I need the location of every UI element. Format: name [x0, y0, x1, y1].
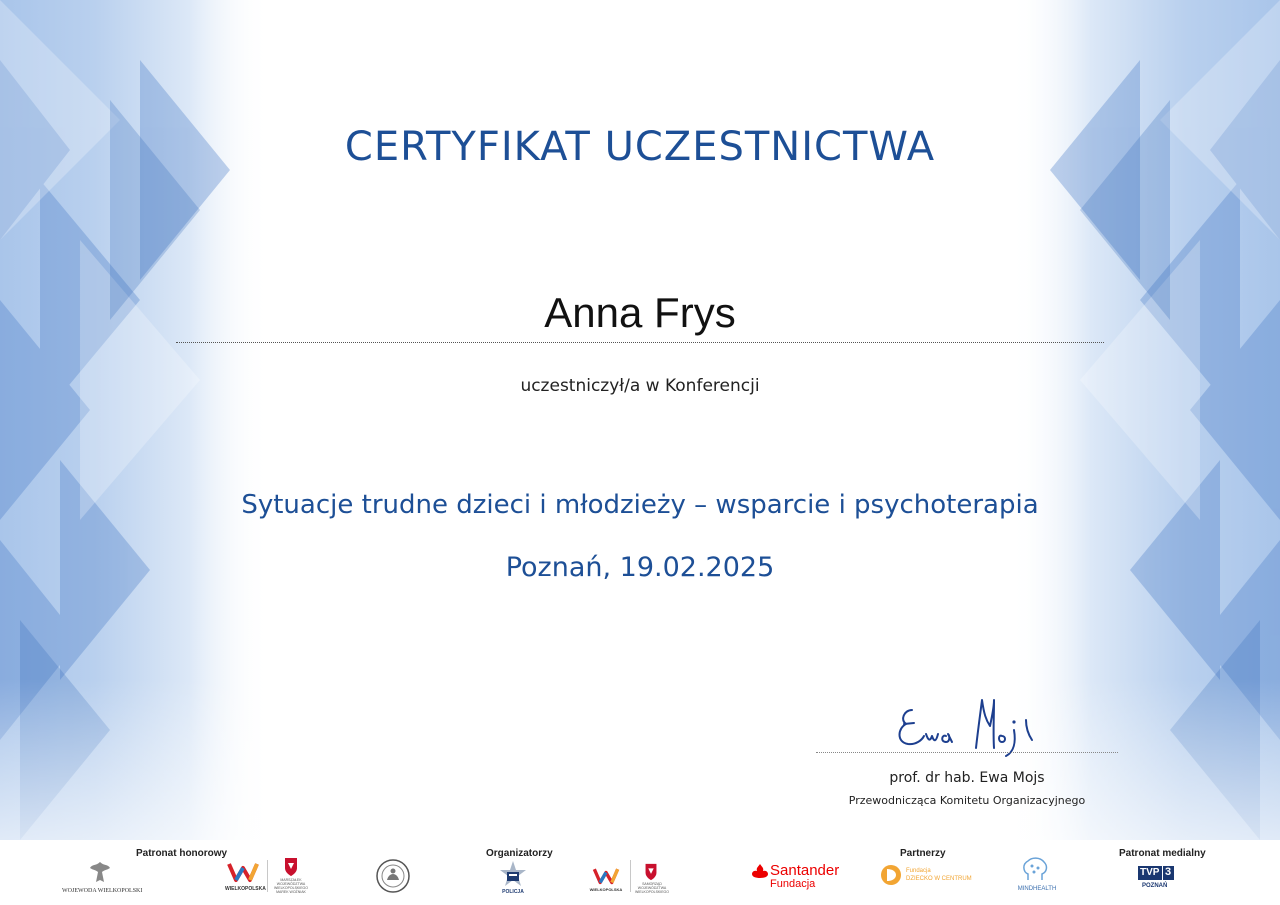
wielkopolska-w-icon — [591, 864, 621, 886]
logo-divider — [630, 860, 631, 892]
brain-icon — [1020, 856, 1050, 884]
tvp-box — [1138, 866, 1162, 880]
dzc-circle-icon — [880, 864, 902, 886]
place-date: Poznań, 19.02.2025 — [505, 552, 775, 583]
voivode-logo — [62, 858, 143, 904]
media-patronage-label: Patronat medialny — [1119, 848, 1206, 859]
handwritten-signature — [890, 690, 1060, 760]
wielkopolska-logo-2 — [591, 864, 621, 900]
tvp-channel-box — [1163, 866, 1174, 880]
participation-text: uczestniczył/a w Konferencji — [520, 376, 760, 396]
tvp3-logo — [1138, 866, 1178, 894]
voivode-logo-text: WOJEWODA WIELKOPOLSKI — [62, 888, 143, 894]
police-logo — [497, 860, 529, 900]
wielkopolska-logo-text-1: WIELKOPOLSKA — [225, 886, 266, 892]
dziecko-w-centrum-logo — [880, 864, 972, 890]
regional-government-logo — [636, 862, 668, 902]
dzc-line2: DZIECKO W CENTRUM — [906, 876, 972, 882]
tvp-city: POZNAŃ — [1142, 883, 1168, 889]
partners-label: Partnerzy — [900, 848, 946, 859]
dzc-line1: Fundacja — [906, 868, 931, 874]
regional-government-logo-text: SAMORZĄD WOJEWÓDZTWA WIELKOPOLSKIEGO — [634, 882, 670, 894]
honorary-patronage-label: Patronat honorowy — [136, 848, 228, 859]
coat-of-arms-icon — [276, 856, 306, 878]
coat-of-arms-icon — [636, 862, 666, 882]
marshal-logo — [273, 856, 309, 904]
marshal-logo-text: MARSZAŁEK WOJEWÓDZTWA WIELKOPOLSKIEGO MAREK WOŹNIAK — [273, 878, 309, 894]
university-logo — [375, 858, 411, 894]
organizers-label: Organizatorzy — [486, 848, 553, 859]
certificate-title: CERTYFIKAT UCZESTNICTWA — [344, 124, 936, 170]
conference-title: Sytuacje trudne dzieci i młodzieży – wsparcie i psychoterapia — [241, 490, 1039, 520]
participant-name: Anna Frys — [544, 289, 736, 336]
wielkopolska-logo-text-2: WIELKOPOLSKA — [589, 887, 623, 892]
signer-role: Przewodnicząca Komitetu Organizacyjnego — [848, 794, 1086, 807]
tvp-channel: 3 — [1165, 866, 1172, 878]
santander-name: Santander — [770, 862, 840, 879]
name-underline — [176, 342, 1104, 343]
santander-flame-icon — [752, 864, 768, 878]
logo-divider — [267, 860, 268, 892]
wielkopolska-logo-1 — [225, 858, 266, 902]
mindhealth-logo — [1014, 856, 1060, 896]
wielkopolska-w-icon — [225, 858, 261, 884]
eagle-emblem-icon — [62, 858, 138, 888]
police-star-icon — [497, 860, 529, 890]
sponsors-footer — [0, 840, 1280, 905]
mindhealth-text: MINDHEALTH — [1017, 886, 1057, 892]
university-seal-icon — [375, 858, 411, 894]
santander-logo — [752, 862, 842, 894]
signature-line — [816, 752, 1118, 753]
signer-name: prof. dr hab. Ewa Mojs — [889, 770, 1045, 786]
police-logo-text: POLICJA — [502, 889, 524, 895]
tvp-text: TVP — [1140, 867, 1160, 878]
santander-sub: Fundacja — [770, 878, 816, 890]
